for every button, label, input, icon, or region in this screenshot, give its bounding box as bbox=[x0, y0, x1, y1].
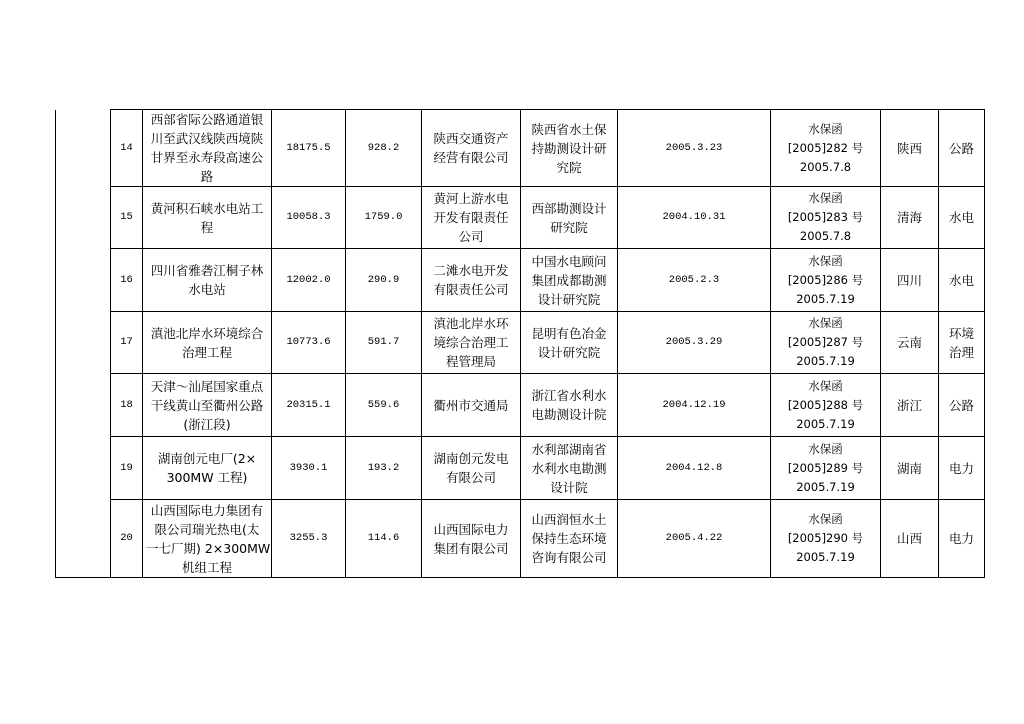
cell-value-b: 928.2 bbox=[346, 110, 422, 187]
cell-line: 天津～汕尾国家重点 bbox=[150, 378, 264, 394]
cell-designer bbox=[521, 187, 618, 249]
cell-line: 2005.7.8 bbox=[799, 159, 852, 174]
cell-builder bbox=[422, 374, 521, 437]
cell-no: 14 bbox=[111, 110, 143, 187]
cell-project bbox=[143, 500, 272, 578]
cell-line: 境综合治理工 bbox=[433, 335, 509, 350]
cell-line: 山西国际电力集团有 bbox=[150, 502, 264, 518]
cell-line: (浙江段) bbox=[183, 416, 231, 432]
cell-province: 浙江 bbox=[881, 374, 939, 437]
cell-line: [2005]282 号 bbox=[787, 140, 864, 155]
cell-line: 水保函 bbox=[808, 316, 843, 330]
cell-line: 滇池北岸水环境综合 bbox=[150, 325, 264, 341]
cell-line: 2005.7.19 bbox=[796, 479, 855, 494]
cell-line: 机组工程 bbox=[181, 559, 232, 575]
cell-project bbox=[143, 187, 272, 249]
cell-line: 公路 bbox=[948, 140, 974, 156]
table-row bbox=[56, 187, 985, 249]
cell-no: 16 bbox=[111, 249, 143, 312]
cell-approval bbox=[771, 110, 881, 187]
table-row bbox=[56, 500, 985, 578]
cell-line: 电勘测设计院 bbox=[531, 407, 607, 422]
cell-line: [2005]288 号 bbox=[787, 397, 864, 412]
table-body bbox=[56, 110, 985, 578]
cell-approval bbox=[771, 437, 881, 500]
cell-line: 设计院 bbox=[550, 479, 588, 495]
cell-category bbox=[939, 500, 985, 578]
cell-line: 开发有限责任 bbox=[433, 210, 509, 225]
cell-line: 山西润恒水土 bbox=[531, 512, 607, 527]
cell-project bbox=[143, 312, 272, 374]
cell-line: 经营有限公司 bbox=[433, 150, 509, 165]
cell-line: 水电 bbox=[948, 272, 974, 288]
cell-no: 15 bbox=[111, 187, 143, 249]
cell-report-date: 2004.10.31 bbox=[618, 187, 771, 249]
cell-value-a: 10058.3 bbox=[272, 187, 346, 249]
cell-designer bbox=[521, 312, 618, 374]
cell-line: 中国水电顾问 bbox=[531, 253, 607, 269]
cell-line: 公路 bbox=[948, 397, 974, 413]
cell-line: 水保函 bbox=[808, 191, 843, 205]
cell-line: 浙江省水利水 bbox=[531, 388, 607, 403]
cell-line: 路 bbox=[200, 169, 214, 184]
cell-line: 咨询有限公司 bbox=[531, 550, 607, 565]
cell-province: 陕西 bbox=[881, 110, 939, 187]
cell-line: 西部勘测设计 bbox=[531, 200, 607, 216]
cell-line: 黄河上游水电 bbox=[433, 191, 509, 206]
cell-value-b: 290.9 bbox=[346, 249, 422, 312]
cell-line: 电力 bbox=[948, 531, 974, 546]
blank-merged-cell bbox=[56, 110, 111, 578]
cell-line: 湖南创元电厂(2× bbox=[157, 451, 257, 466]
table-row bbox=[56, 312, 985, 374]
cell-line: 川至武汉线陕西境陕 bbox=[150, 131, 264, 146]
cell-approval bbox=[771, 187, 881, 249]
cell-report-date: 2004.12.19 bbox=[618, 374, 771, 437]
cell-report-date: 2005.4.22 bbox=[618, 500, 771, 578]
cell-line: 程管理局 bbox=[445, 354, 496, 369]
cell-line: 甘界至永寿段高速公 bbox=[150, 150, 264, 165]
cell-builder bbox=[422, 110, 521, 187]
cell-province: 清海 bbox=[881, 187, 939, 249]
cell-value-a: 12002.0 bbox=[272, 249, 346, 312]
table-row bbox=[56, 374, 985, 437]
cell-line: 2005.7.19 bbox=[796, 354, 855, 368]
cell-line: 水保函 bbox=[808, 378, 843, 393]
cell-line: 昆明有色冶金 bbox=[531, 325, 607, 341]
cell-value-b: 559.6 bbox=[346, 374, 422, 437]
cell-project bbox=[143, 374, 272, 437]
cell-line: [2005]290 号 bbox=[787, 531, 864, 545]
cell-value-a: 3255.3 bbox=[272, 500, 346, 578]
table-row bbox=[56, 249, 985, 312]
cell-line: 水利水电勘测 bbox=[531, 460, 607, 476]
cell-no: 17 bbox=[111, 312, 143, 374]
cell-line: 四川省雅砻江桐子林 bbox=[150, 263, 264, 278]
cell-line: 治理工程 bbox=[181, 344, 232, 360]
cell-line: 2005.7.19 bbox=[796, 416, 855, 431]
cell-province: 湖南 bbox=[881, 437, 939, 500]
cell-line: 水保函 bbox=[808, 512, 843, 526]
cell-line: 水电站 bbox=[188, 282, 226, 297]
cell-line: 程 bbox=[200, 219, 214, 235]
cell-report-date: 2005.3.23 bbox=[618, 110, 771, 187]
cell-line: 持勘测设计研 bbox=[531, 140, 607, 156]
cell-designer bbox=[521, 500, 618, 578]
cell-line: 保持生态环境 bbox=[531, 531, 607, 546]
cell-no: 20 bbox=[111, 500, 143, 578]
cell-report-date: 2004.12.8 bbox=[618, 437, 771, 500]
cell-line: 设计研究院 bbox=[537, 344, 601, 360]
cell-value-a: 18175.5 bbox=[272, 110, 346, 187]
cell-line: 湖南创元发电 bbox=[433, 451, 509, 466]
table-row bbox=[56, 110, 985, 187]
cell-category bbox=[939, 374, 985, 437]
cell-category bbox=[939, 110, 985, 187]
project-approval-table bbox=[55, 109, 985, 578]
cell-line: 究院 bbox=[556, 159, 582, 175]
cell-line: 水保函 bbox=[808, 253, 843, 268]
cell-approval bbox=[771, 374, 881, 437]
cell-line: 300MW 工程) bbox=[166, 470, 248, 485]
cell-line: 水保函 bbox=[808, 441, 843, 456]
cell-line: 有限责任公司 bbox=[433, 282, 509, 297]
cell-approval bbox=[771, 249, 881, 312]
cell-line: 二滩水电开发 bbox=[433, 263, 509, 278]
cell-line: 限公司瑞光热电(太 bbox=[154, 521, 260, 537]
cell-project bbox=[143, 437, 272, 500]
cell-line: 有限公司 bbox=[445, 470, 496, 485]
cell-value-b: 114.6 bbox=[346, 500, 422, 578]
cell-line: 黄河积石峡水电站工 bbox=[150, 200, 264, 216]
cell-line: 西部省际公路通道银 bbox=[150, 112, 264, 127]
table-row bbox=[56, 437, 985, 500]
cell-line: 电力 bbox=[948, 460, 974, 476]
cell-line: 衢州市交通局 bbox=[433, 397, 509, 413]
cell-designer bbox=[521, 374, 618, 437]
cell-line: 环境 bbox=[948, 325, 974, 341]
cell-line: 集团有限公司 bbox=[433, 540, 509, 556]
cell-value-a: 10773.6 bbox=[272, 312, 346, 374]
cell-project bbox=[143, 110, 272, 187]
cell-approval bbox=[771, 500, 881, 578]
cell-line: 干线黄山至衢州公路 bbox=[150, 397, 264, 413]
cell-line: [2005]283 号 bbox=[787, 210, 864, 224]
cell-line: 公司 bbox=[458, 229, 484, 244]
cell-line: 设计研究院 bbox=[537, 291, 601, 307]
cell-line: 水电 bbox=[948, 210, 974, 225]
cell-builder bbox=[422, 187, 521, 249]
cell-line: 一七厂期) 2×300MW bbox=[146, 540, 271, 556]
cell-category bbox=[939, 187, 985, 249]
cell-line: 治理 bbox=[948, 344, 974, 360]
cell-line: 水保函 bbox=[808, 121, 843, 136]
cell-line: 山西国际电力 bbox=[433, 521, 509, 537]
cell-line: 2005.7.8 bbox=[799, 229, 852, 243]
cell-value-a: 20315.1 bbox=[272, 374, 346, 437]
cell-line: [2005]286 号 bbox=[787, 272, 864, 287]
cell-line: 陕西交通资产 bbox=[433, 131, 509, 146]
cell-value-b: 193.2 bbox=[346, 437, 422, 500]
cell-line: 陕西省水土保 bbox=[531, 121, 607, 137]
cell-builder bbox=[422, 312, 521, 374]
cell-line: 水利部湖南省 bbox=[531, 441, 607, 457]
cell-no: 19 bbox=[111, 437, 143, 500]
cell-value-b: 591.7 bbox=[346, 312, 422, 374]
cell-value-a: 3930.1 bbox=[272, 437, 346, 500]
cell-designer bbox=[521, 437, 618, 500]
cell-approval bbox=[771, 312, 881, 374]
cell-no: 18 bbox=[111, 374, 143, 437]
cell-line: 2005.7.19 bbox=[796, 550, 855, 564]
cell-value-b: 1759.0 bbox=[346, 187, 422, 249]
cell-line: 研究院 bbox=[550, 219, 588, 235]
cell-line: 集团成都勘测 bbox=[531, 272, 607, 288]
cell-designer bbox=[521, 249, 618, 312]
cell-province: 四川 bbox=[881, 249, 939, 312]
cell-line: [2005]289 号 bbox=[787, 460, 864, 475]
cell-category bbox=[939, 249, 985, 312]
cell-province: 山西 bbox=[881, 500, 939, 578]
cell-line: 2005.7.19 bbox=[796, 291, 855, 306]
cell-report-date: 2005.2.3 bbox=[618, 249, 771, 312]
cell-category bbox=[939, 312, 985, 374]
cell-builder bbox=[422, 500, 521, 578]
cell-project bbox=[143, 249, 272, 312]
cell-province: 云南 bbox=[881, 312, 939, 374]
cell-category bbox=[939, 437, 985, 500]
cell-builder bbox=[422, 249, 521, 312]
cell-builder bbox=[422, 437, 521, 500]
cell-report-date: 2005.3.29 bbox=[618, 312, 771, 374]
cell-line: 滇池北岸水环 bbox=[433, 316, 509, 331]
cell-line: [2005]287 号 bbox=[787, 335, 864, 349]
cell-designer bbox=[521, 110, 618, 187]
